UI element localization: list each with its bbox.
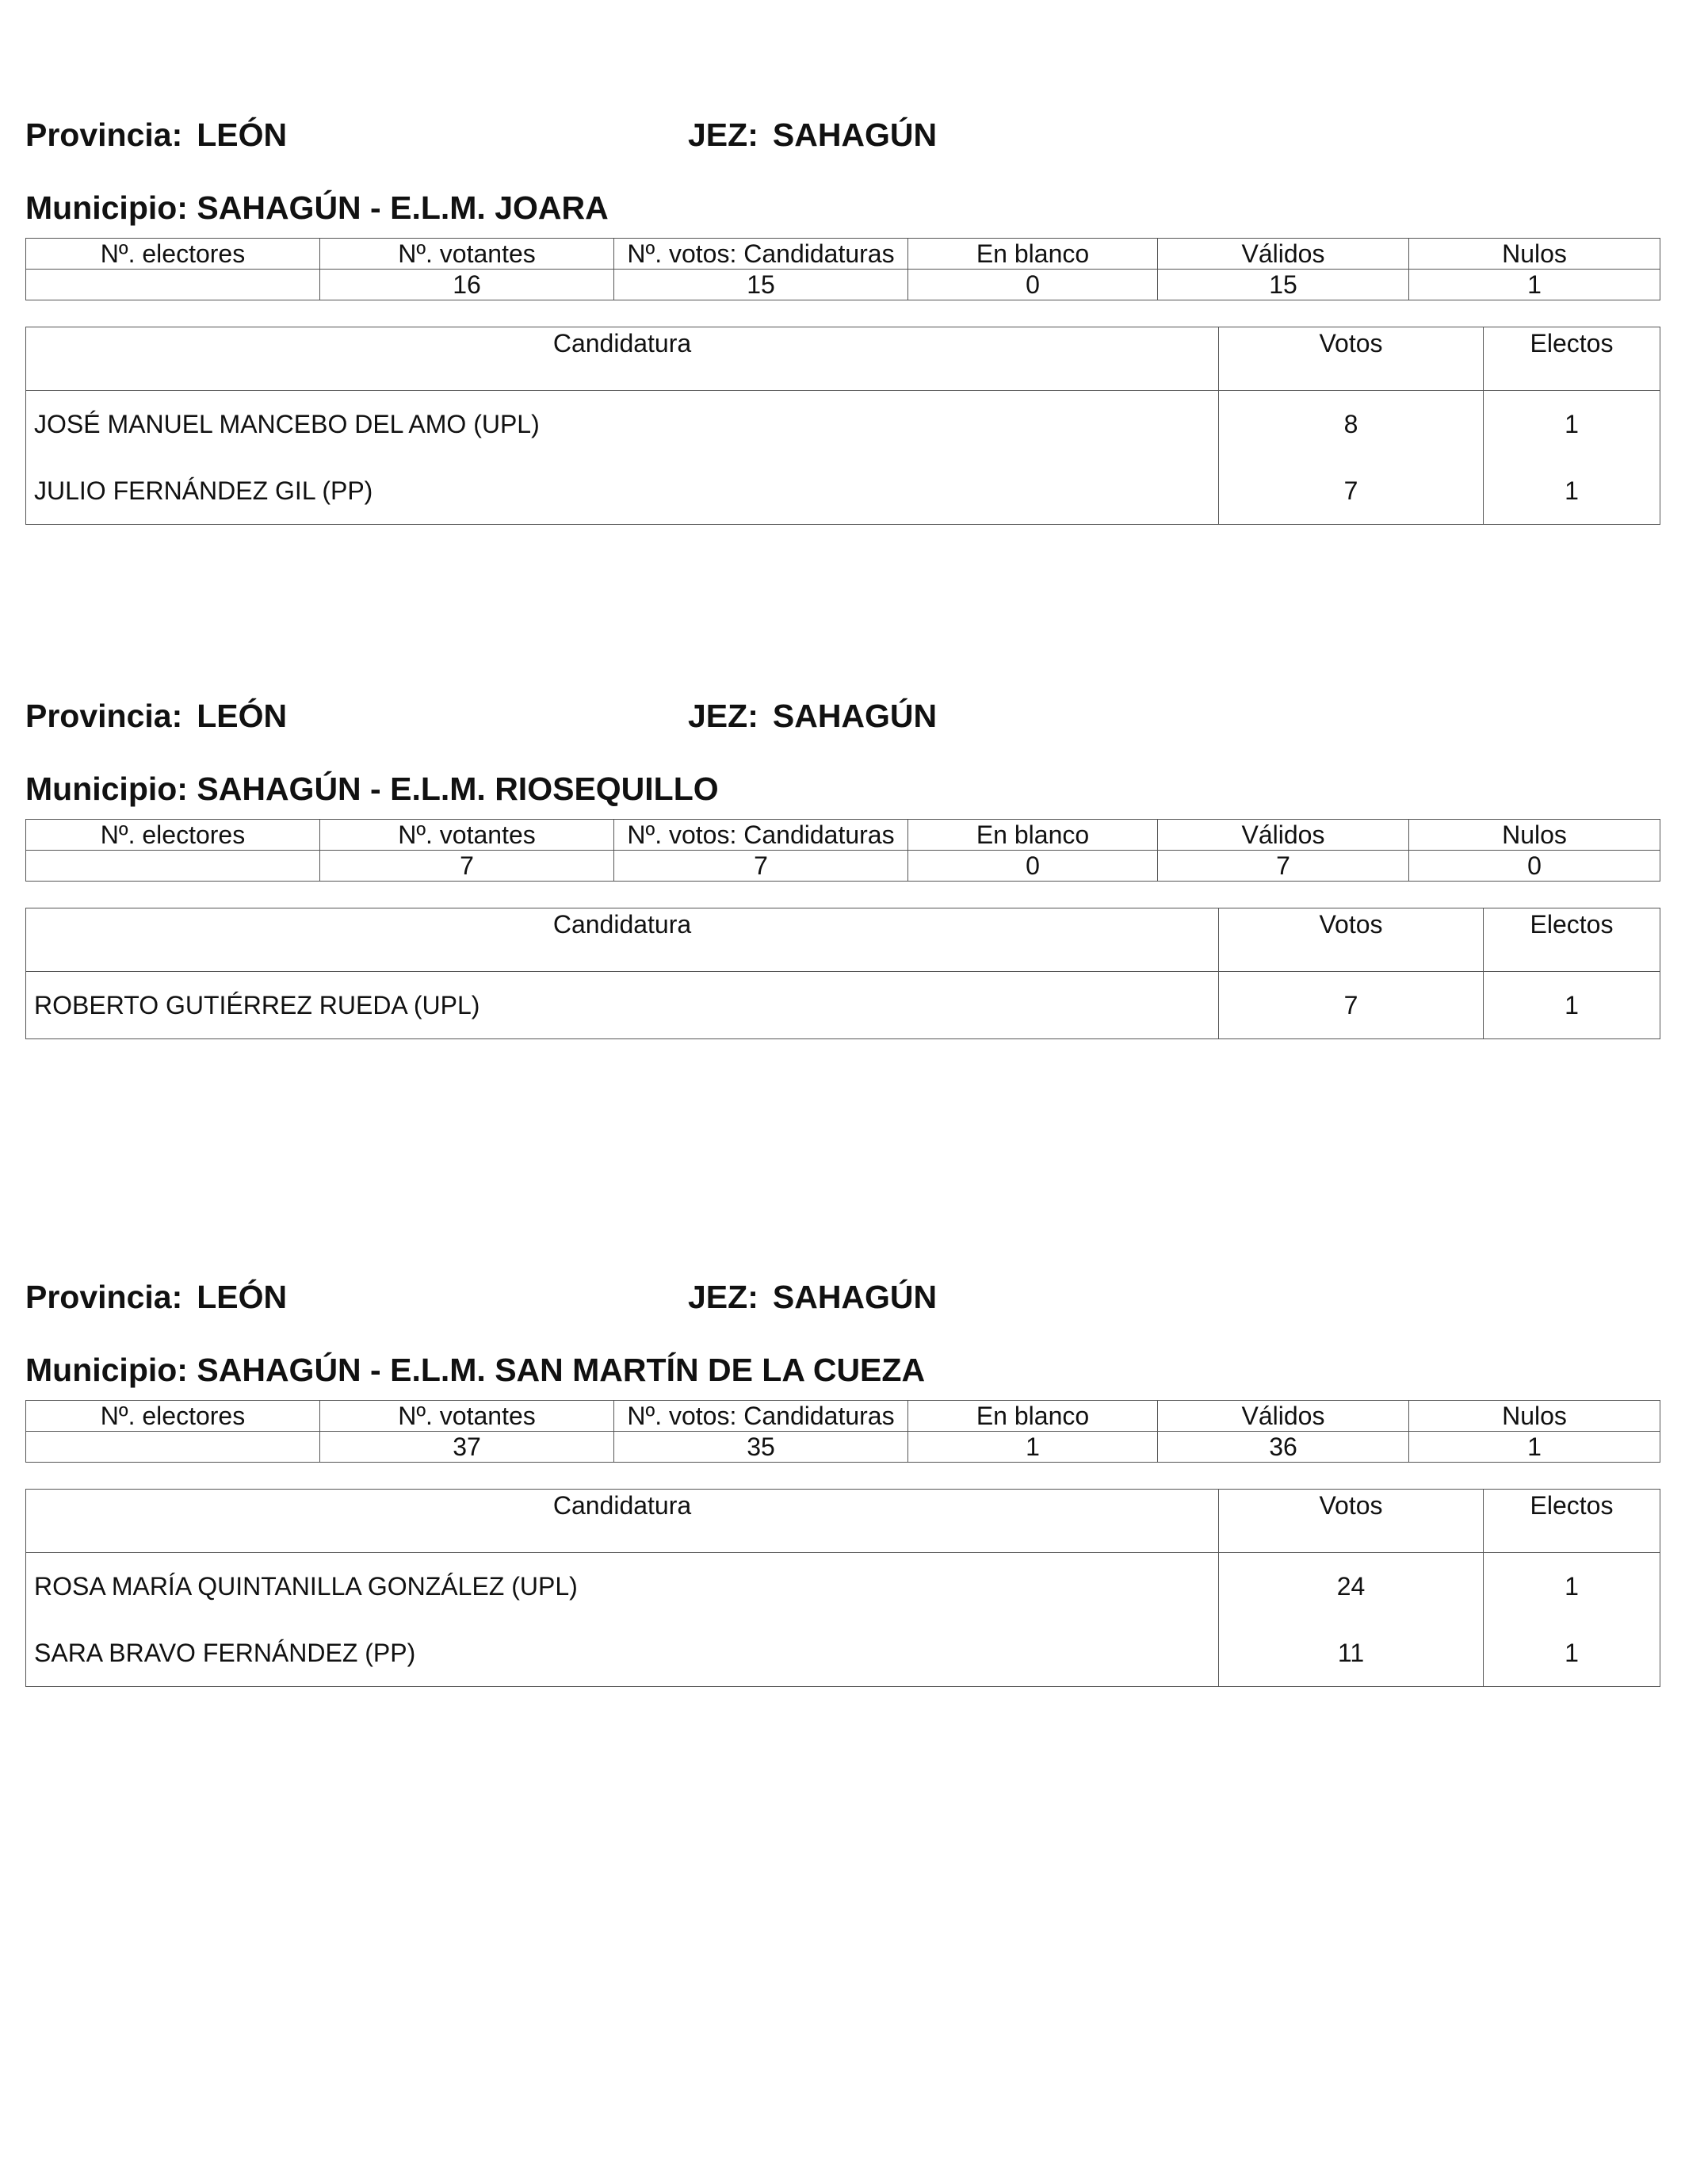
votos-header: Votos	[1219, 1490, 1484, 1553]
votos-header: Votos	[1219, 908, 1484, 972]
stats-value-row	[26, 1432, 1660, 1463]
provincia-label: Provincia:	[25, 1279, 183, 1315]
jez-line	[688, 115, 937, 155]
stats-value-electores	[26, 851, 320, 882]
stats-header-row	[26, 239, 1660, 270]
provincia-value: LEÓN	[197, 1279, 288, 1315]
candidate-votos: 24	[1219, 1553, 1484, 1620]
stats-value-candidaturas: 15	[614, 270, 908, 300]
stats-value-row	[26, 270, 1660, 300]
stats-header-nulos: Nulos	[1409, 1401, 1660, 1432]
candidate-row	[26, 972, 1660, 1039]
provincia-value: LEÓN	[197, 117, 288, 153]
stats-header-candidaturas: Nº. votos: Candidaturas	[614, 820, 908, 851]
stats-value-blanco: 1	[908, 1432, 1158, 1463]
stats-header-row	[26, 820, 1660, 851]
candidate-row	[26, 457, 1660, 525]
stats-header-blanco: En blanco	[908, 820, 1158, 851]
candidate-row	[26, 391, 1660, 458]
candidates-table	[25, 908, 1660, 1039]
candidate-electos: 1	[1484, 1553, 1660, 1620]
municipio-line	[25, 1350, 925, 1390]
stats-value-validos: 7	[1158, 851, 1409, 882]
stats-header-validos: Válidos	[1158, 820, 1409, 851]
candidates-table	[25, 1489, 1660, 1687]
provincia-line	[25, 696, 287, 736]
provincia-label: Provincia:	[25, 117, 183, 153]
stats-value-validos: 36	[1158, 1432, 1409, 1463]
stats-header-nulos: Nulos	[1409, 820, 1660, 851]
jez-value: SAHAGÚN	[772, 698, 938, 734]
jez-value: SAHAGÚN	[772, 117, 938, 153]
electos-header: Electos	[1484, 908, 1660, 972]
provincia-label: Provincia:	[25, 698, 183, 734]
candidatura-header: Candidatura	[26, 908, 1219, 972]
candidates-header-row	[26, 327, 1660, 391]
candidate-name: JULIO FERNÁNDEZ GIL (PP)	[26, 457, 1219, 525]
stats-value-blanco: 0	[908, 270, 1158, 300]
stats-header-candidaturas: Nº. votos: Candidaturas	[614, 239, 908, 270]
municipio-label: Municipio:	[25, 189, 188, 226]
candidate-row	[26, 1620, 1660, 1687]
candidates-table	[25, 327, 1660, 525]
provincia-value: LEÓN	[197, 698, 288, 734]
stats-header-row	[26, 1401, 1660, 1432]
candidate-votos: 7	[1219, 457, 1484, 525]
municipio-value: SAHAGÚN - E.L.M. JOARA	[197, 189, 609, 226]
candidatura-header: Candidatura	[26, 1490, 1219, 1553]
jez-label: JEZ:	[688, 1279, 758, 1315]
stats-header-electores: Nº. electores	[26, 820, 320, 851]
jez-line	[688, 1277, 937, 1317]
municipio-label: Municipio:	[25, 771, 188, 807]
candidate-name: SARA BRAVO FERNÁNDEZ (PP)	[26, 1620, 1219, 1687]
jez-label: JEZ:	[688, 117, 758, 153]
candidates-header-row	[26, 1490, 1660, 1553]
municipio-label: Municipio:	[25, 1352, 188, 1388]
municipio-value: SAHAGÚN - E.L.M. RIOSEQUILLO	[197, 771, 719, 807]
stats-value-nulos: 1	[1409, 1432, 1660, 1463]
candidate-electos: 1	[1484, 972, 1660, 1039]
stats-header-blanco: En blanco	[908, 1401, 1158, 1432]
provincia-line	[25, 1277, 287, 1317]
electos-header: Electos	[1484, 1490, 1660, 1553]
jez-line	[688, 696, 937, 736]
stats-value-validos: 15	[1158, 270, 1409, 300]
stats-value-electores	[26, 1432, 320, 1463]
stats-value-nulos: 1	[1409, 270, 1660, 300]
candidate-electos: 1	[1484, 391, 1660, 458]
candidate-name: JOSÉ MANUEL MANCEBO DEL AMO (UPL)	[26, 391, 1219, 458]
jez-value: SAHAGÚN	[772, 1279, 938, 1315]
stats-value-candidaturas: 35	[614, 1432, 908, 1463]
stats-value-votantes: 16	[320, 270, 614, 300]
candidate-name: ROSA MARÍA QUINTANILLA GONZÁLEZ (UPL)	[26, 1553, 1219, 1620]
stats-header-electores: Nº. electores	[26, 239, 320, 270]
electos-header: Electos	[1484, 327, 1660, 391]
candidate-votos: 7	[1219, 972, 1484, 1039]
stats-header-blanco: En blanco	[908, 239, 1158, 270]
stats-header-electores: Nº. electores	[26, 1401, 320, 1432]
stats-header-validos: Válidos	[1158, 239, 1409, 270]
stats-header-validos: Válidos	[1158, 1401, 1409, 1432]
municipio-line	[25, 769, 719, 809]
stats-value-votantes: 37	[320, 1432, 614, 1463]
candidate-electos: 1	[1484, 1620, 1660, 1687]
stats-table	[25, 1400, 1660, 1463]
candidate-votos: 8	[1219, 391, 1484, 458]
provincia-line	[25, 115, 287, 155]
municipio-line	[25, 188, 609, 228]
jez-label: JEZ:	[688, 698, 758, 734]
candidate-name: ROBERTO GUTIÉRREZ RUEDA (UPL)	[26, 972, 1219, 1039]
stats-value-electores	[26, 270, 320, 300]
municipio-value: SAHAGÚN - E.L.M. SAN MARTÍN DE LA CUEZA	[197, 1352, 926, 1388]
stats-header-votantes: Nº. votantes	[320, 1401, 614, 1432]
candidatura-header: Candidatura	[26, 327, 1219, 391]
stats-header-nulos: Nulos	[1409, 239, 1660, 270]
candidate-row	[26, 1553, 1660, 1620]
votos-header: Votos	[1219, 327, 1484, 391]
candidate-electos: 1	[1484, 457, 1660, 525]
stats-value-candidaturas: 7	[614, 851, 908, 882]
stats-header-candidaturas: Nº. votos: Candidaturas	[614, 1401, 908, 1432]
stats-table	[25, 819, 1660, 882]
stats-header-votantes: Nº. votantes	[320, 239, 614, 270]
stats-value-blanco: 0	[908, 851, 1158, 882]
stats-table	[25, 238, 1660, 300]
stats-value-votantes: 7	[320, 851, 614, 882]
stats-header-votantes: Nº. votantes	[320, 820, 614, 851]
candidate-votos: 11	[1219, 1620, 1484, 1687]
stats-value-row	[26, 851, 1660, 882]
stats-value-nulos: 0	[1409, 851, 1660, 882]
candidates-header-row	[26, 908, 1660, 972]
